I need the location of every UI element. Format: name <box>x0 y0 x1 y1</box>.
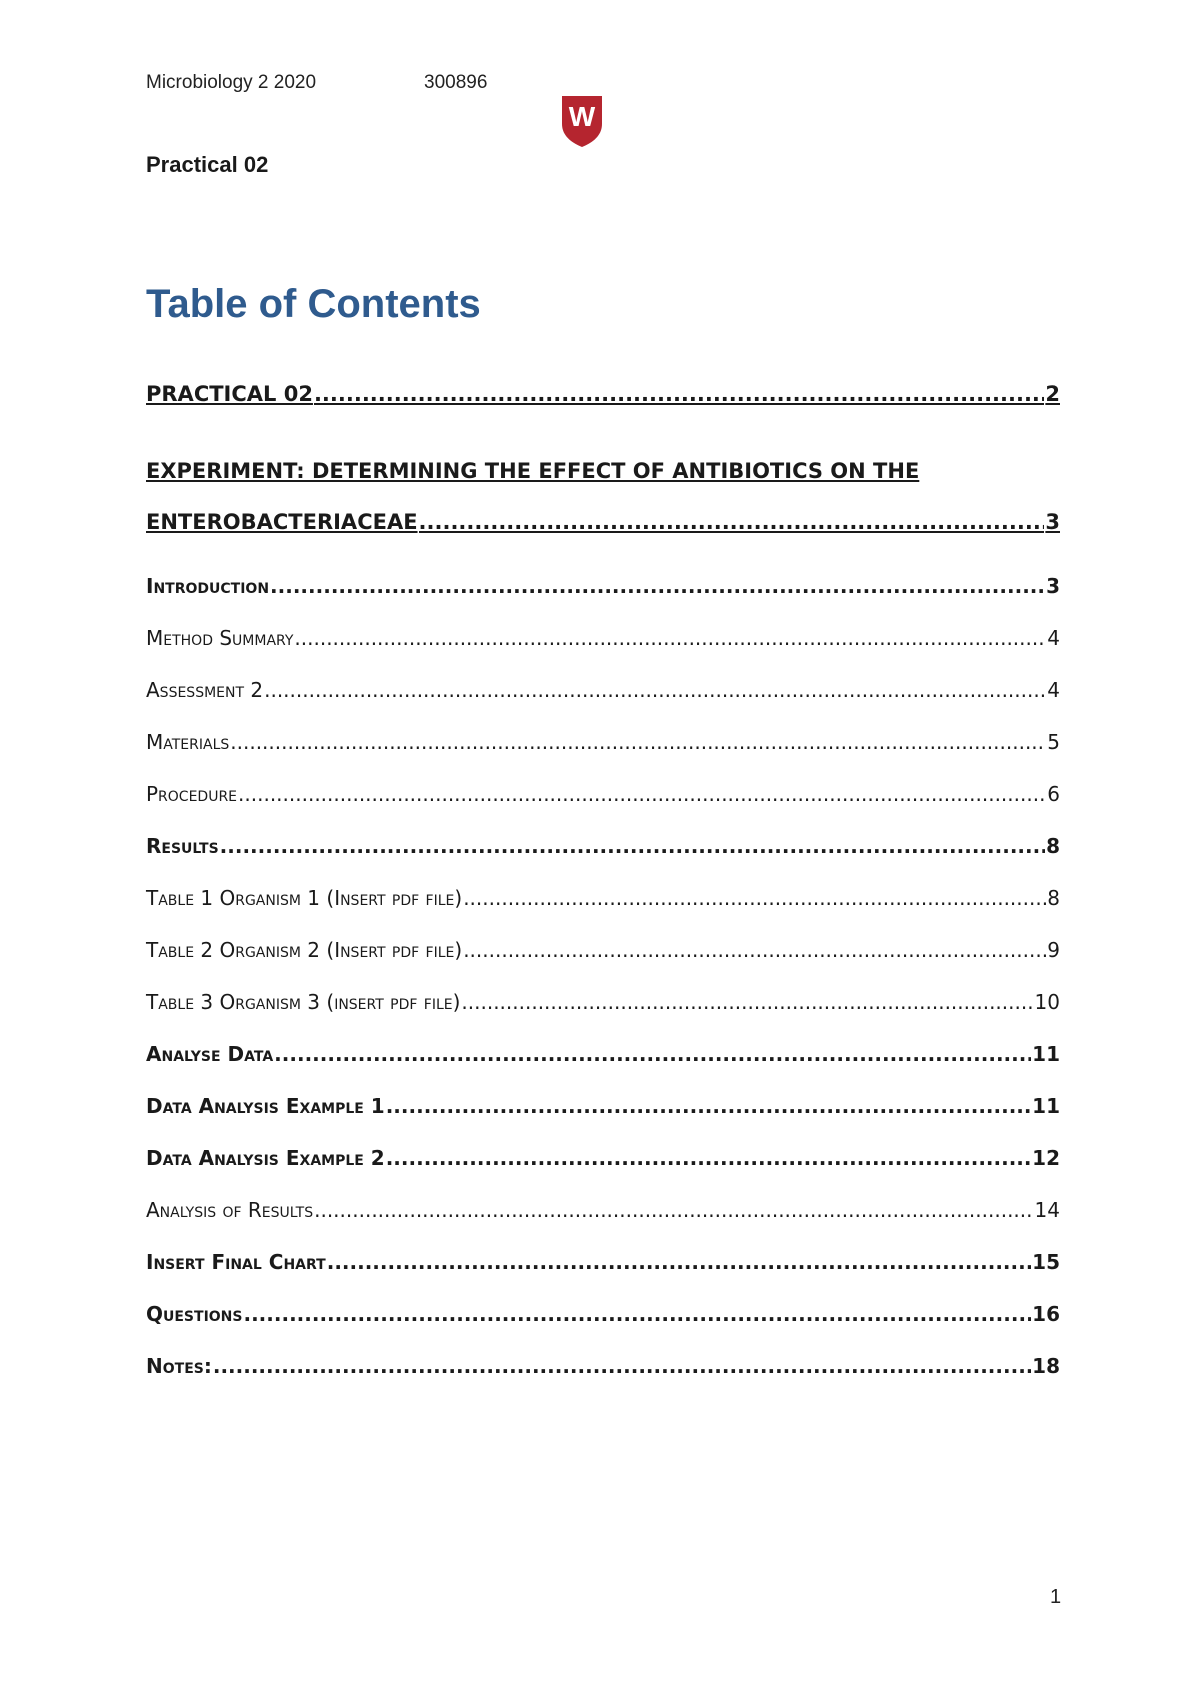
header-code: 300896 <box>424 72 488 93</box>
toc-title: Table of Contents <box>146 282 481 326</box>
toc-leader <box>213 1354 1031 1378</box>
toc-entry-page: 11 <box>1032 1094 1060 1118</box>
toc-entry-label: Procedure <box>146 782 238 806</box>
toc-entry-label: EXPERIMENT: DETERMINING THE EFFECT OF ANTIBIOTICS ON THE <box>146 459 920 483</box>
toc-entry-assessment-2[interactable] <box>146 678 1060 702</box>
toc-entry-insert-final-chart[interactable] <box>146 1250 1060 1274</box>
university-shield-logo <box>560 94 604 148</box>
header-course: Microbiology 2 2020 <box>146 72 317 93</box>
toc-entry-page: 12 <box>1032 1146 1060 1170</box>
toc-entry-label: Table 1 Organism 1 (Insert pdf file) <box>146 886 463 910</box>
toc-leader <box>238 782 1046 806</box>
toc-entry-page: 3 <box>1046 574 1060 598</box>
toc-entry-analysis-of-results[interactable] <box>146 1198 1060 1222</box>
toc-entry-page: 16 <box>1032 1302 1060 1326</box>
toc-entry-analyse-data[interactable] <box>146 1042 1060 1066</box>
toc-entry-data-analysis-example-2[interactable] <box>146 1146 1060 1170</box>
toc-entry-notes[interactable] <box>146 1354 1060 1378</box>
page-number: 1 <box>1050 1586 1062 1608</box>
toc-entry-table-2[interactable] <box>146 938 1060 962</box>
toc-leader <box>386 1146 1031 1170</box>
toc-entry-label: Assessment 2 <box>146 678 264 702</box>
toc-entry-label: Analysis of Results <box>146 1198 314 1222</box>
toc-leader <box>294 626 1046 650</box>
toc-entry-label: Table 2 Organism 2 (Insert pdf file) <box>146 938 463 962</box>
toc-entry-page: 15 <box>1032 1250 1060 1274</box>
toc-leader <box>314 1198 1033 1222</box>
toc-leader <box>327 1250 1031 1274</box>
toc-leader <box>274 1042 1031 1066</box>
toc-entry-enterobacteriaceae[interactable] <box>146 510 1060 534</box>
toc-entry-label: Questions <box>146 1302 243 1326</box>
toc-entry-page: 3 <box>1045 510 1060 534</box>
toc-entry-label: Materials <box>146 730 230 754</box>
toc-entry-page: 11 <box>1032 1042 1060 1066</box>
toc-entry-page: 14 <box>1034 1198 1060 1222</box>
toc-entry-page: 9 <box>1047 938 1060 962</box>
toc-entry-page: 10 <box>1034 990 1060 1014</box>
toc-entry-page: 2 <box>1045 382 1060 406</box>
toc-entry-label: Analyse Data <box>146 1042 274 1066</box>
toc-entry-page: 5 <box>1047 730 1060 754</box>
toc-leader <box>419 510 1045 534</box>
toc-entry-results[interactable] <box>146 834 1060 858</box>
toc-entry-questions[interactable] <box>146 1302 1060 1326</box>
toc-entry-label: Data Analysis Example 1 <box>146 1094 385 1118</box>
toc-leader <box>230 730 1046 754</box>
toc-entry-label: Method Summary <box>146 626 294 650</box>
toc-entry-label: PRACTICAL 02 <box>146 382 313 406</box>
toc-entry-label: Introduction <box>146 574 270 598</box>
toc-leader <box>270 574 1045 598</box>
toc-entry-page: 8 <box>1046 834 1060 858</box>
toc-entry-page: 8 <box>1047 886 1060 910</box>
toc-leader <box>314 382 1044 406</box>
toc-entry-method-summary[interactable] <box>146 626 1060 650</box>
toc-entry-table-1[interactable] <box>146 886 1060 910</box>
toc-entry-label: Results <box>146 834 219 858</box>
toc-entry-procedure[interactable] <box>146 782 1060 806</box>
toc-leader <box>386 1094 1031 1118</box>
toc-entry-label: Notes: <box>146 1354 212 1378</box>
toc-entry-practical-02[interactable] <box>146 382 1060 406</box>
toc-entry-label: Table 3 Organism 3 (insert pdf file) <box>146 990 461 1014</box>
toc-entry-data-analysis-example-1[interactable] <box>146 1094 1060 1118</box>
toc-entry-label: Insert Final Chart <box>146 1250 326 1274</box>
toc-entry-page: 4 <box>1047 626 1060 650</box>
toc-entry-label: Data Analysis Example 2 <box>146 1146 385 1170</box>
toc-entry-page: 6 <box>1047 782 1060 806</box>
toc-entry-table-3[interactable] <box>146 990 1060 1014</box>
toc-entry-introduction[interactable] <box>146 574 1060 598</box>
toc-leader <box>264 678 1046 702</box>
toc-entry-page: 4 <box>1047 678 1060 702</box>
toc-entry-label: ENTEROBACTERIACEAE <box>146 510 418 534</box>
toc-entry-page: 18 <box>1032 1354 1060 1378</box>
toc-leader <box>463 886 1046 910</box>
toc-leader <box>220 834 1045 858</box>
toc-leader <box>243 1302 1031 1326</box>
toc-leader <box>461 990 1033 1014</box>
practical-label: Practical 02 <box>146 152 269 177</box>
logo-letter: W <box>568 101 596 132</box>
toc-leader <box>463 938 1046 962</box>
toc-entry-materials[interactable] <box>146 730 1060 754</box>
toc-entry-experiment[interactable] <box>146 459 1060 483</box>
